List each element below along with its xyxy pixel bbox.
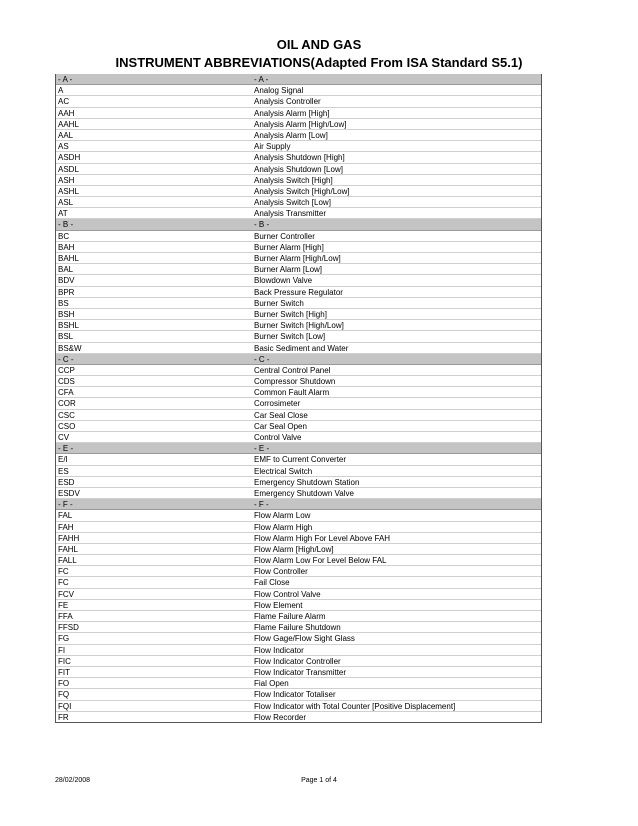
abbreviation-cell: FAHH [58,533,80,543]
table-row [56,365,541,376]
description-cell: Central Control Panel [254,365,331,375]
table-row [56,242,541,253]
abbreviation-cell: FI [58,645,66,655]
description-cell: Car Seal Open [254,421,307,431]
abbreviation-cell: FQI [58,701,72,711]
abbreviation-cell: - A - [58,75,73,84]
abbreviation-cell: - F - [58,500,73,510]
table-row [56,119,541,130]
abbreviation-cell: ASHL [58,186,79,196]
description-cell: Flame Failure Shutdown [254,623,341,633]
footer-date: 28/02/2008 [55,777,91,784]
section-header-row [56,443,541,454]
description-cell: Flow Indicator Transmitter [254,667,347,677]
abbreviation-cell: FE [58,600,69,610]
abbreviation-cell: BDV [58,276,75,286]
table-row [56,678,541,689]
abbreviation-cell: FC [58,578,69,588]
table-row [56,387,541,398]
description-cell: Blowdown Valve [254,276,313,286]
abbreviation-cell: ESDV [58,488,80,498]
table-row [56,544,541,555]
abbreviation-cell: BPR [58,287,75,297]
abbreviation-cell: BAHL [58,254,79,263]
description-cell: Control Valve [254,433,302,442]
description-cell: Flow Indicator Totaliser [254,690,336,700]
abbreviation-cell: FG [58,634,70,644]
table-row [56,533,541,544]
table-row [56,577,541,588]
abbreviation-cell: FAH [58,522,74,532]
abbreviation-cell: FR [58,712,69,722]
abbreviation-cell: FALL [58,556,77,566]
abbreviation-cell: FO [58,679,70,689]
abbreviation-cell: - C - [58,354,74,364]
abbreviation-cell: ASL [58,198,74,208]
abbreviation-cell: BAH [58,242,75,252]
abbreviations-table [55,74,542,723]
abbreviation-cell: FFA [58,612,73,621]
abbreviation-cell: BSH [58,309,75,319]
description-cell: Flow Alarm High [254,522,313,532]
description-cell: Emergency Shutdown Valve [254,488,354,498]
table-row [56,197,541,208]
description-cell: Flow Alarm Low [254,511,311,521]
description-cell: Burner Alarm [Low] [254,265,323,275]
table-row [56,454,541,465]
description-cell: Flow Indicator with Total Counter [Positive Displacement] [254,701,456,711]
table-row [56,633,541,644]
table-row [56,421,541,432]
description-cell: Fial Open [254,679,289,689]
abbreviation-cell: BS [58,298,69,308]
description-cell: Back Pressure Regulator [254,287,343,297]
description-cell: Flow Element [254,600,303,610]
document-title: OIL AND GAS [276,37,362,52]
table-row [56,264,541,275]
description-cell: Corrosimeter [254,399,301,409]
table-row [56,231,541,242]
description-cell: Burner Switch [High/Low] [254,321,344,331]
description-cell: Flow Recorder [254,712,307,722]
table-row [56,208,541,219]
description-cell: Analysis Alarm [High] [254,108,330,118]
table-row [56,141,541,152]
description-cell: EMF to Current Converter [254,455,347,465]
table-row [56,656,541,667]
abbreviation-cell: COR [58,399,76,409]
description-cell: Compressor Shutdown [254,377,336,387]
description-cell: Flow Alarm Low For Level Below FAL [254,556,387,566]
table-row [56,152,541,163]
description-cell: Analysis Alarm [Low] [254,130,328,140]
table-row [56,85,541,96]
description-cell: Burner Switch [Low] [254,332,326,342]
abbreviation-cell: ASDH [58,153,81,163]
abbreviation-cell: CSC [58,410,75,420]
description-cell: Burner Alarm [High/Low] [254,254,341,263]
description-cell: Analysis Switch [High] [254,175,333,185]
abbreviation-cell: AAL [58,130,74,140]
abbreviation-cell: FFSD [58,623,79,633]
table-row [56,298,541,309]
section-header-row [56,74,541,85]
description-cell: Flow Indicator Controller [254,656,341,666]
table-row [56,398,541,409]
description-cell: Common Fault Alarm [254,388,330,398]
description-cell: Flow Indicator [254,645,304,655]
description-cell: Car Seal Close [254,410,308,420]
description-cell: - B - [254,220,270,230]
description-cell: Burner Alarm [High] [254,242,324,252]
description-cell: Analysis Alarm [High/Low] [254,119,347,129]
abbreviation-cell: ES [58,466,69,476]
abbreviation-cell: AT [58,209,68,219]
abbreviation-cell: FC [58,567,69,577]
table-row [56,410,541,421]
description-cell: Flow Gage/Flow Sight Glass [254,634,355,644]
table-row [56,466,541,477]
abbreviation-cell: CSO [58,421,76,431]
abbreviation-cell: ASDL [58,164,79,174]
table-row [56,689,541,700]
description-cell: Analysis Switch [Low] [254,198,331,208]
abbreviation-cell: BS&W [58,343,82,353]
description-cell: Flow Controller [254,567,308,577]
table-row [56,566,541,577]
table-row [56,96,541,107]
description-cell: Burner Switch [High] [254,309,327,319]
section-header-row [56,219,541,230]
table-row [56,600,541,611]
abbreviation-cell: CCP [58,365,75,375]
abbreviation-cell: AAH [58,108,75,118]
description-cell: Burner Controller [254,231,315,241]
abbreviation-cell: CV [58,433,70,442]
abbreviation-cell: FQ [58,690,70,700]
abbreviation-cell: ESD [58,477,75,487]
description-cell: - E - [254,444,270,454]
table-row [56,667,541,678]
table-row [56,589,541,600]
table-row [56,186,541,197]
document-subtitle: INSTRUMENT ABBREVIATIONS(Adapted From ISA Standard S5.1) [115,55,523,70]
abbreviation-cell: E/I [58,455,68,465]
description-cell: Analog Signal [254,86,304,96]
table-row [56,611,541,622]
table-row [56,477,541,488]
description-cell: - A - [254,75,269,84]
table-row [56,376,541,387]
table-row [56,622,541,633]
table-row [56,555,541,566]
abbreviation-cell: FIC [58,656,71,666]
description-cell: Electrical Switch [254,466,313,476]
table-row [56,712,541,723]
description-cell: Flame Failure Alarm [254,612,326,621]
abbreviation-cell: FIT [58,667,70,677]
description-cell: - F - [254,500,269,510]
abbreviation-cell: FAHL [58,544,79,554]
description-cell: Flow Control Valve [254,589,321,599]
abbreviation-cell: AC [58,97,70,107]
abbreviation-cell: A [58,86,64,96]
table-row [56,488,541,499]
table-row [56,510,541,521]
table-row [56,108,541,119]
table-row [56,130,541,141]
table-row [56,645,541,656]
description-cell: Analysis Switch [High/Low] [254,186,350,196]
abbreviation-cell: CDS [58,377,75,387]
description-cell: Air Supply [254,142,291,152]
description-cell: Flow Alarm [High/Low] [254,544,334,554]
abbreviation-cell: BC [58,231,70,241]
footer-page-number: Page 1 of 4 [301,777,337,784]
table-row [56,164,541,175]
description-cell: Emergency Shutdown Station [254,477,360,487]
abbreviation-cell: BSL [58,332,74,342]
abbreviation-cell: FAL [58,511,73,521]
abbreviation-cell: CFA [58,388,74,398]
abbreviation-cell: - E - [58,444,74,454]
table-row [56,309,541,320]
description-cell: Basic Sediment and Water [254,343,349,353]
table-row [56,253,541,264]
abbreviation-cell: AS [58,142,69,152]
section-header-row [56,499,541,510]
table-row [56,331,541,342]
table-row [56,320,541,331]
section-header-row [56,354,541,365]
table-row [56,287,541,298]
description-cell: Burner Switch [254,298,304,308]
description-cell: Analysis Controller [254,97,321,107]
table-row [56,522,541,533]
description-cell: Analysis Shutdown [High] [254,153,345,163]
table-row [56,275,541,286]
description-cell: Flow Alarm High For Level Above FAH [254,533,391,543]
table-row [56,432,541,443]
table-row [56,701,541,712]
description-cell: Analysis Transmitter [254,209,327,219]
table-row [56,343,541,354]
abbreviation-cell: AAHL [58,119,79,129]
table-row [56,175,541,186]
description-cell: - C - [254,354,270,364]
description-cell: Analysis Shutdown [Low] [254,164,343,174]
abbreviation-cell: FCV [58,589,74,599]
abbreviation-cell: BSHL [58,321,79,331]
description-cell: Fail Close [254,578,290,588]
abbreviation-cell: - B - [58,220,74,230]
abbreviation-cell: BAL [58,265,74,275]
abbreviation-cell: ASH [58,175,75,185]
